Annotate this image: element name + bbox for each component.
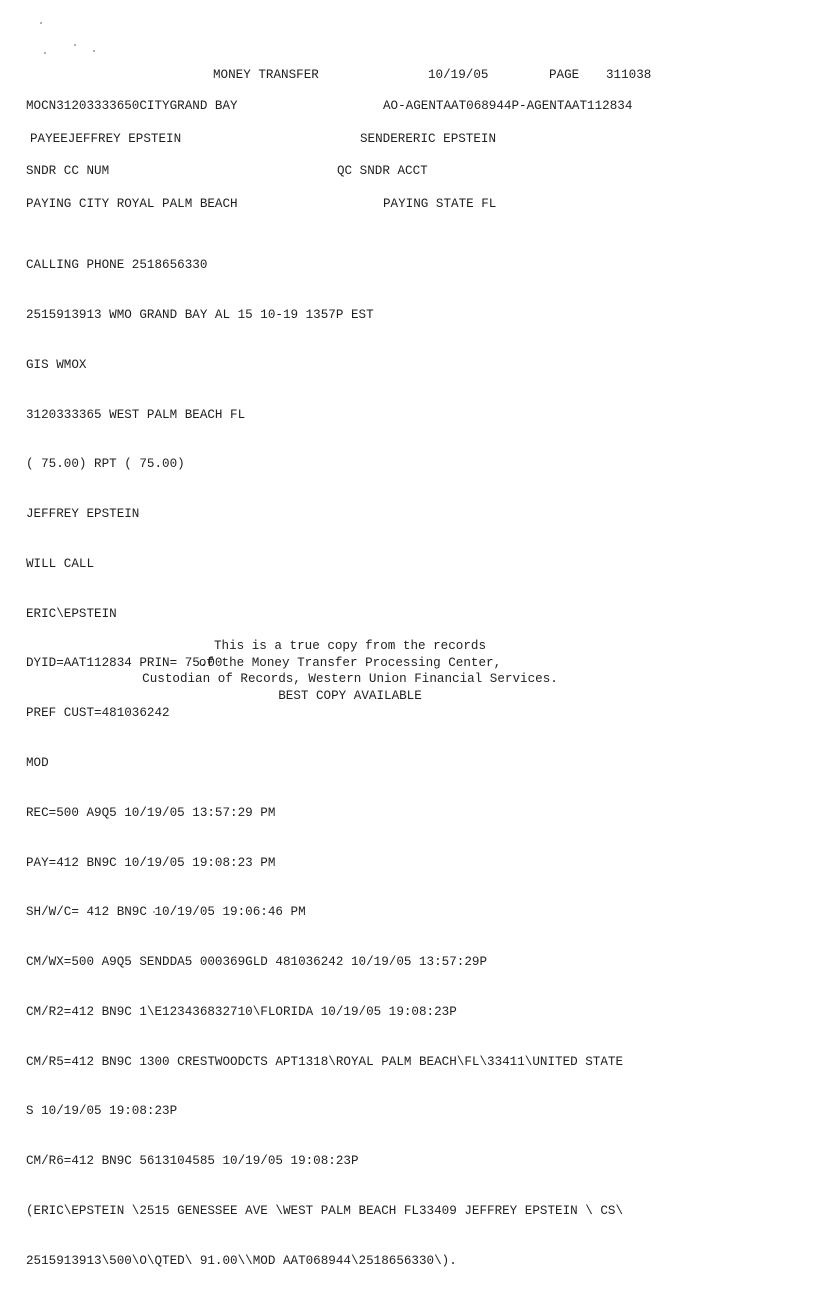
- ao-agent-field: AO-AGENTAAT068944P-AGENTAAT112834: [383, 99, 633, 113]
- record-line: 3120333365 WEST PALM BEACH FL: [26, 407, 246, 422]
- record-line: CM/R2=412 BN9C 1\E123436832710\FLORIDA 10/19/05 19:08:23P: [26, 1004, 457, 1019]
- record-line: SH/W/C= 412 BN9C 10/19/05 19:06:46 PM: [26, 905, 306, 920]
- record-line: ERIC\EPSTEIN: [26, 606, 117, 621]
- scan-speck: [93, 50, 95, 52]
- sndr-cc-num-field: SNDR CC NUM: [26, 164, 110, 178]
- record-line: (ERIC\EPSTEIN \2515 GENESSEE AVE \WEST PALM BEACH FL33409 JEFFREY EPSTEIN \ CS\: [26, 1204, 624, 1219]
- record-line: 2515913913 WMO GRAND BAY AL 15 10-19 1357P EST: [26, 307, 374, 322]
- sender-field: SENDERERIC EPSTEIN: [360, 132, 497, 146]
- record-line: REC=500 A9Q5 10/19/05 13:57:29 PM: [26, 805, 276, 820]
- paying-city-field: PAYING CITY ROYAL PALM BEACH: [26, 197, 238, 211]
- scan-speck: [44, 52, 46, 54]
- transaction-record-block: [26, 224, 623, 1303]
- paying-state-field: PAYING STATE FL: [383, 197, 497, 211]
- certification-line: BEST COPY AVAILABLE: [278, 688, 422, 703]
- page-number: 311038: [606, 68, 652, 82]
- record-line: CM/WX=500 A9Q5 SENDDA5 000369GLD 481036242 10/19/05 13:57:29P: [26, 955, 488, 970]
- record-line: DYID=AAT112834 PRIN= 75.00: [26, 656, 223, 671]
- page-label: PAGE: [549, 68, 580, 82]
- record-line: 2515913913\500\O\QTED\ 91.00\\MOD AAT068944\2518656330\).: [26, 1253, 457, 1268]
- certification-line: Custodian of Records, Western Union Financial Services.: [142, 672, 558, 687]
- record-line: CM/R5=412 BN9C 1300 CRESTWOODCTS APT1318\ROYAL PALM BEACH\FL\33411\UNITED STATE: [26, 1054, 624, 1069]
- scan-speck: [74, 44, 76, 46]
- record-line: ( 75.00) RPT ( 75.00): [26, 457, 185, 472]
- qc-sndr-acct-field: QC SNDR ACCT: [337, 164, 428, 178]
- record-line: MOD: [26, 756, 49, 770]
- record-line: CM/R6=412 BN9C 5613104585 10/19/05 19:08:23P: [26, 1154, 359, 1169]
- certification-line: This is a true copy from the records: [213, 639, 487, 653]
- record-line: GIS WMOX: [26, 357, 87, 372]
- moc-field: MOCN31203333650CITYGRAND BAY: [26, 99, 238, 113]
- record-line: WILL CALL: [26, 556, 95, 571]
- record-line: CALLING PHONE 2518656330: [26, 258, 208, 273]
- document-title: MONEY TRANSFER: [213, 68, 319, 82]
- certification-statement: [0, 638, 700, 704]
- record-line: JEFFREY EPSTEIN: [26, 507, 140, 522]
- record-line: S 10/19/05 19:08:23P: [26, 1104, 178, 1119]
- certification-line: of the Money Transfer Processing Center,: [198, 655, 502, 670]
- scan-speck: [40, 22, 42, 24]
- payee-field: PAYEEJEFFREY EPSTEIN: [30, 132, 182, 146]
- record-line: PAY=412 BN9C 10/19/05 19:08:23 PM: [26, 855, 276, 870]
- record-line: PREF CUST=481036242: [26, 706, 170, 721]
- document-date: 10/19/05: [428, 68, 489, 82]
